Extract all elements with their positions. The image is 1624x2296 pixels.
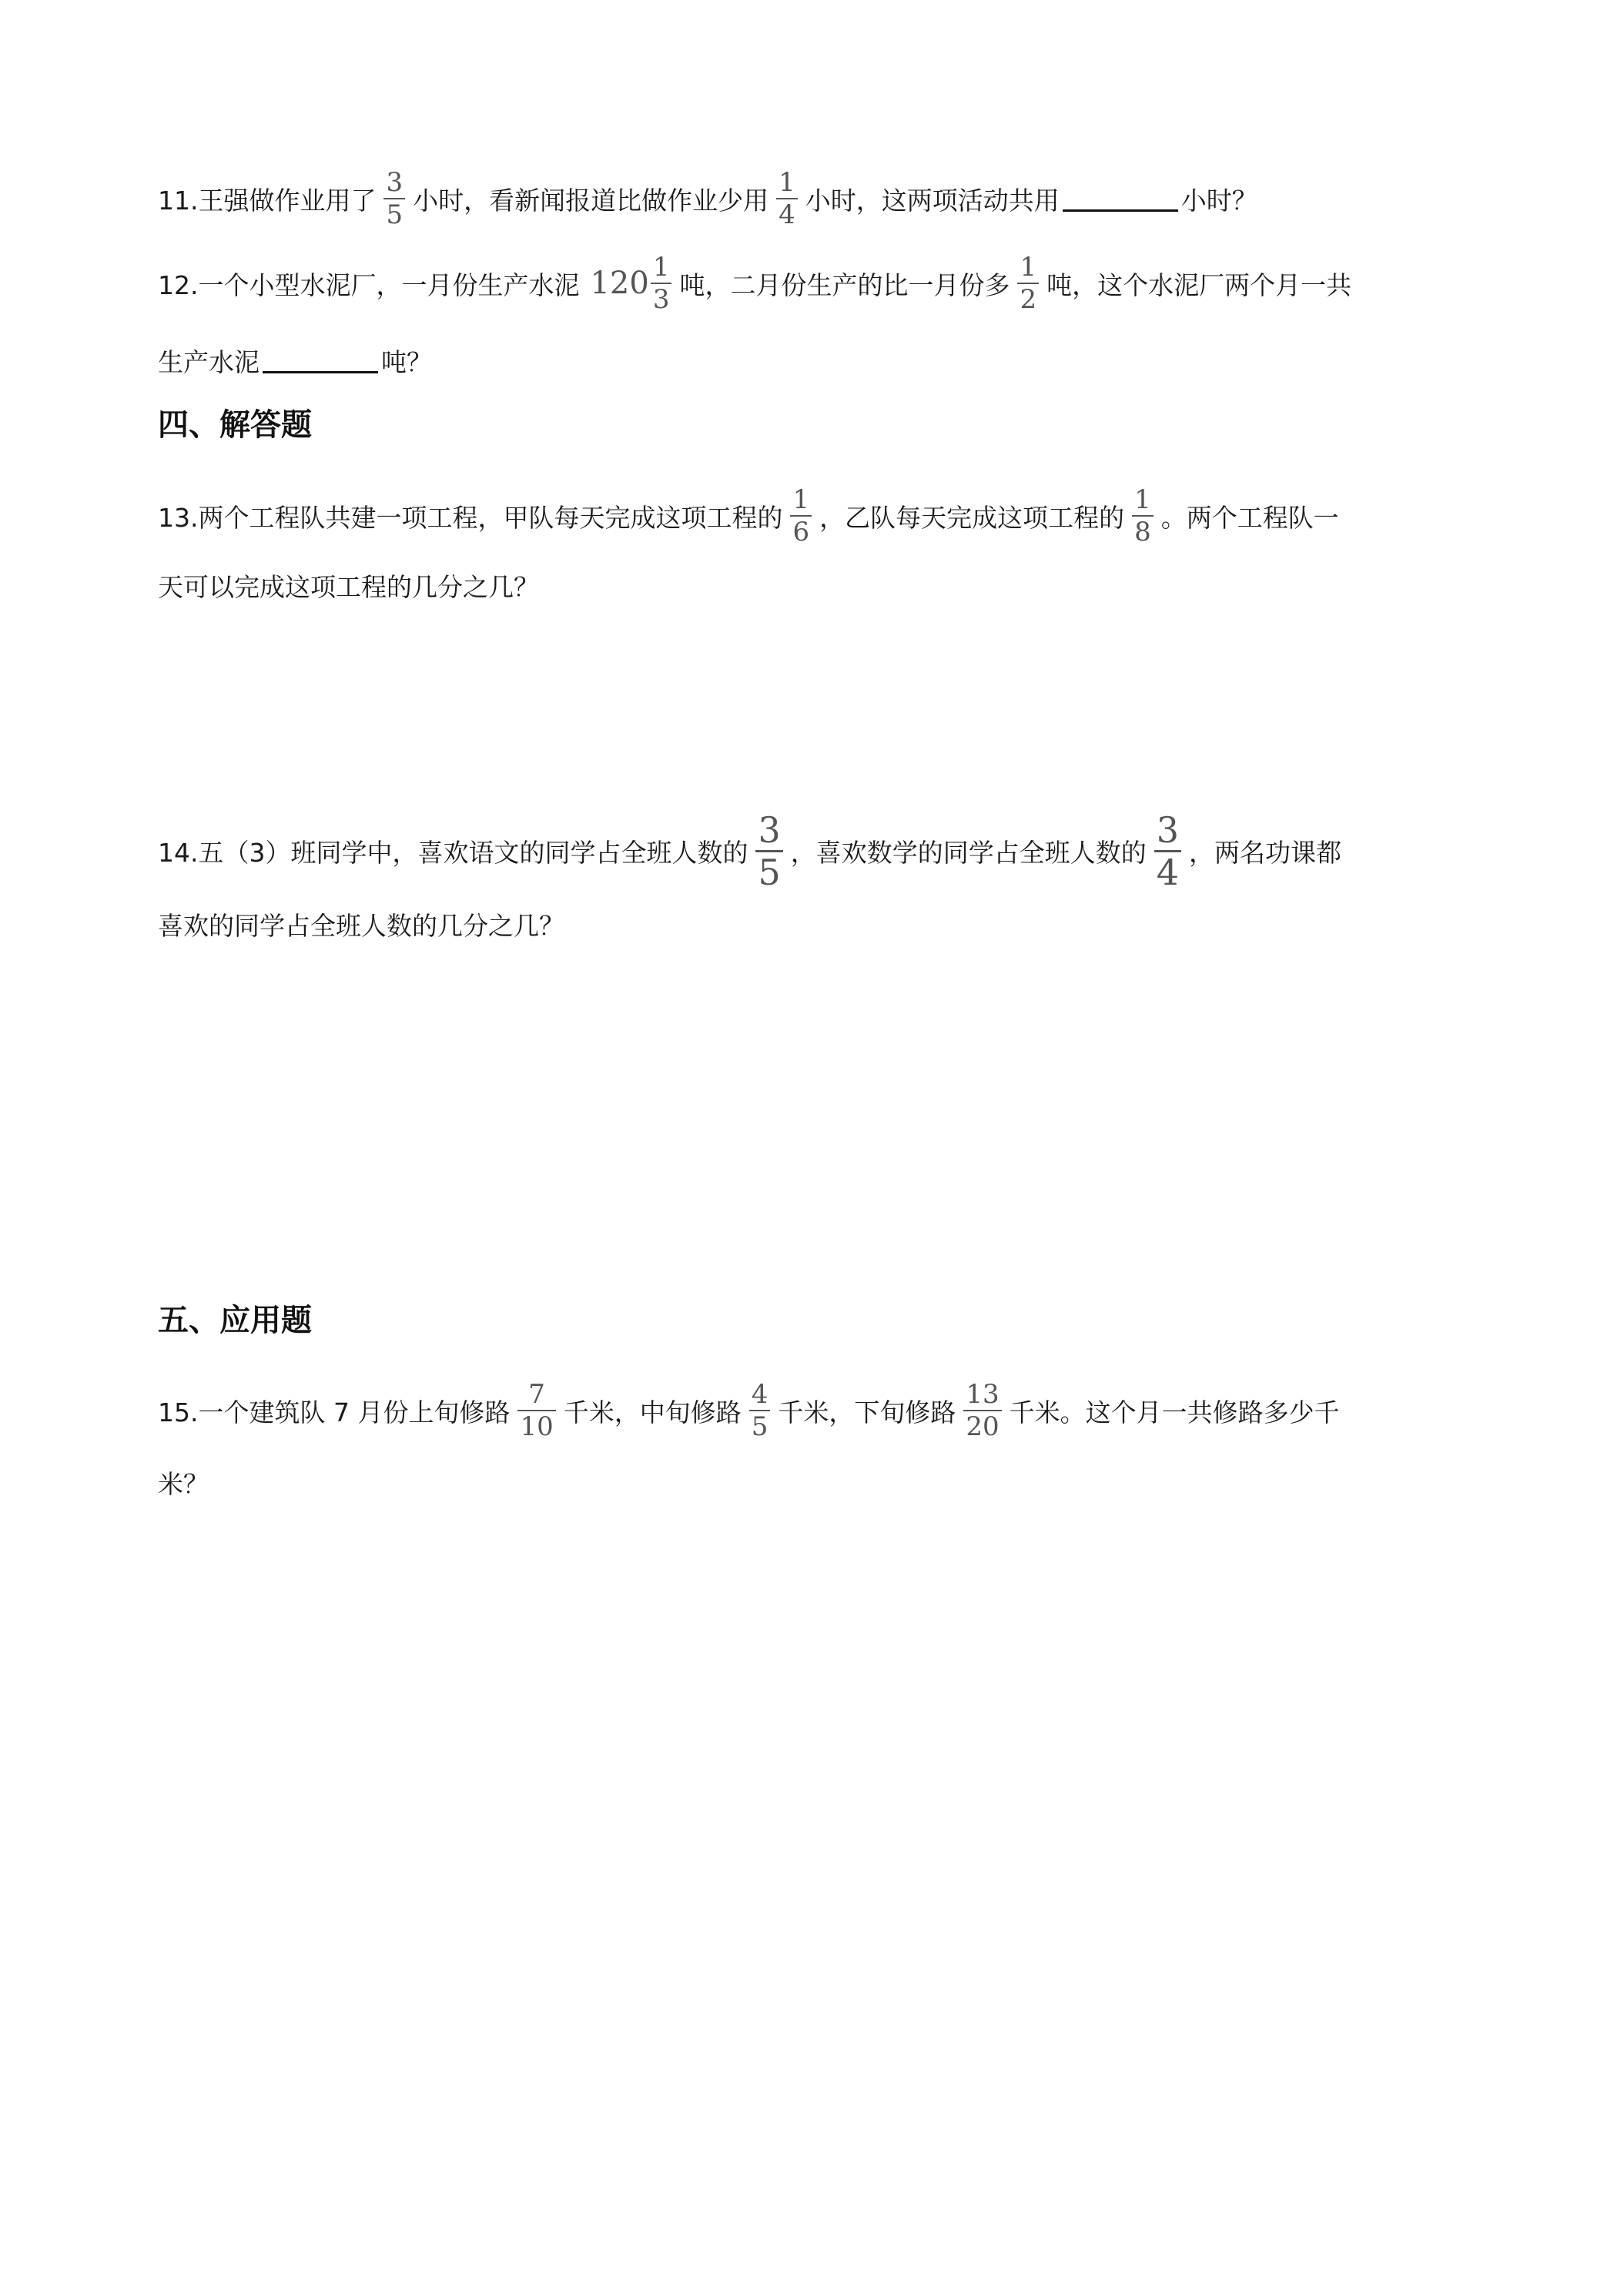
q11-answer-blank[interactable]	[1063, 186, 1178, 212]
q14-mid: ，喜欢数学的同学占全班人数的	[790, 837, 1147, 868]
q11-suffix-b: 小时？	[1180, 185, 1257, 216]
question-14-line-2	[158, 885, 1482, 962]
q11-suffix-a: 小时，这两项活动共用	[805, 185, 1060, 216]
question-13-line-2	[158, 547, 1482, 624]
section-5-heading: 五、应用题	[158, 1303, 312, 1338]
question-15	[158, 1372, 1482, 1449]
q11-mid: 小时，看新闻报道比做作业少用	[413, 185, 769, 216]
q13-fraction-1: $\frac{1}{6}$	[790, 487, 812, 545]
q13-line2: 天可以完成这项工程的几分之几？	[158, 571, 539, 602]
q12-fraction: $\frac{1}{2}$	[1017, 254, 1039, 313]
q15-mid-1: 千米，中旬修路	[563, 1397, 742, 1427]
q14-prefix: 14.五（3）班同学中，喜欢语文的同学占全班人数的	[158, 837, 748, 868]
q14-fraction-2: $\frac{3}{4}$	[1154, 812, 1181, 890]
question-11	[158, 160, 1482, 237]
question-12-line-2	[158, 322, 1482, 399]
q13-fraction-2: $\frac{1}{8}$	[1132, 487, 1154, 545]
q15-mid-2: 千米，下旬修路	[778, 1397, 956, 1427]
q15-prefix: 15.一个建筑队 7 月份上旬修路	[158, 1397, 511, 1427]
question-15-line-2	[158, 1444, 1482, 1521]
q11-prefix: 11.王强做作业用了	[158, 185, 377, 216]
question-13	[158, 477, 1482, 554]
q11-fraction-1: $\frac{3}{5}$	[383, 169, 405, 228]
q12-prefix: 12.一个小型水泥厂，一月份生产水泥	[158, 269, 580, 300]
q14-fraction-1: $\frac{3}{5}$	[755, 812, 782, 890]
q12-mid: 吨，二月份生产的比一月份多	[679, 269, 1010, 300]
q12-suffix: 吨，这个水泥厂两个月一共	[1046, 269, 1352, 300]
q13-mid: ，乙队每天完成这项工程的	[819, 502, 1125, 533]
q11-fraction-2: $\frac{1}{4}$	[776, 169, 798, 228]
q12-mixed-number: 120 $\frac{1}{3}$	[590, 254, 675, 313]
q15-line2: 米？	[158, 1468, 209, 1499]
q15-suffix: 千米。这个月一共修路多少千	[1009, 1397, 1340, 1427]
q15-fraction-2: $\frac{4}{5}$	[749, 1381, 771, 1440]
q13-suffix: 。两个工程队一	[1160, 502, 1339, 533]
section-4-heading: 四、解答题	[158, 407, 312, 443]
q13-prefix: 13.两个工程队共建一项工程，甲队每天完成这项工程的	[158, 502, 783, 533]
q14-suffix: ，两名功课都	[1189, 837, 1342, 868]
q15-fraction-1: $\frac{7}{10}$	[517, 1381, 555, 1440]
question-14	[158, 808, 1482, 893]
q14-line2: 喜欢的同学占全班人数的几分之几？	[158, 910, 564, 941]
q15-fraction-3: $\frac{13}{20}$	[963, 1381, 1001, 1440]
q12-line2-a: 生产水泥	[158, 346, 260, 377]
q12-answer-blank[interactable]	[263, 348, 378, 373]
question-12	[158, 245, 1482, 322]
q12-line2-b: 吨？	[381, 346, 432, 377]
